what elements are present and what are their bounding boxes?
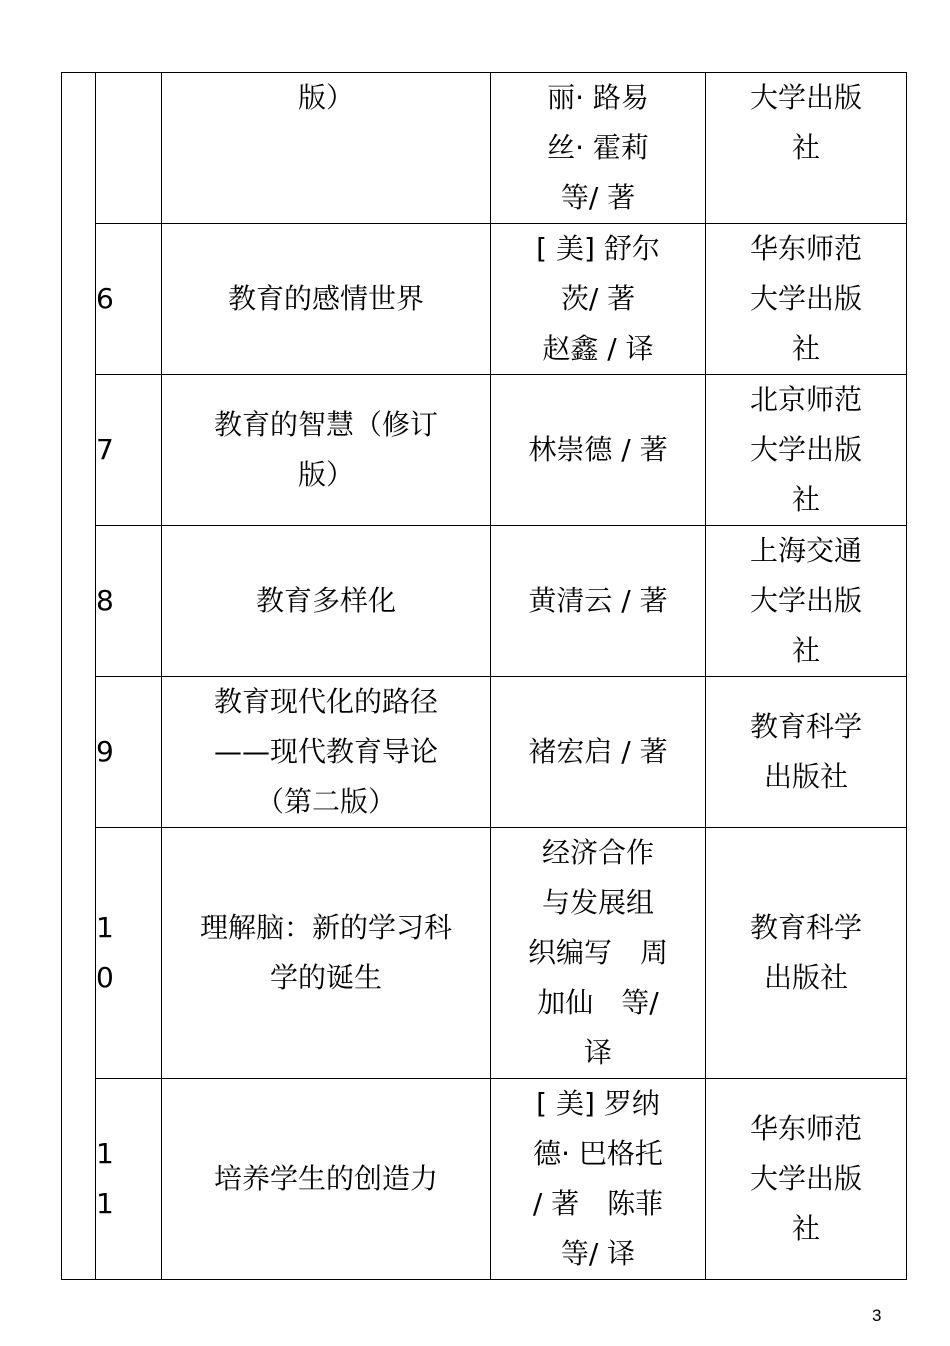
title-line: 版）	[297, 81, 354, 114]
publisher-line: 大学出版	[749, 433, 862, 466]
title-line: 教育现代化的路径	[213, 685, 438, 718]
publisher-line: 华东师范	[749, 1112, 862, 1145]
title-line: ——现代教育导论	[213, 735, 438, 768]
author-line: 丽· 路易	[547, 81, 649, 114]
author-cell	[491, 526, 706, 677]
author-line: 经济合作	[541, 836, 654, 869]
publisher-line: 大学出版	[749, 584, 862, 617]
publisher-line: 大学出版	[749, 1162, 862, 1195]
title-line: 版）	[297, 458, 354, 491]
title-cell	[162, 1079, 491, 1280]
author-line: 林崇德 / 著	[528, 433, 668, 466]
title-cell	[162, 73, 491, 224]
author-cell	[491, 828, 706, 1079]
title-line: 学的诞生	[269, 961, 382, 994]
number-line: 6	[96, 282, 114, 315]
title-cell	[162, 677, 491, 828]
number-line: 1	[96, 1187, 114, 1220]
author-line: 与发展组	[541, 886, 654, 919]
author-line: 丝· 霍莉	[547, 131, 649, 164]
publisher-line: 出版社	[763, 760, 848, 793]
publisher-cell	[706, 526, 907, 677]
author-line: 德· 巴格托	[533, 1137, 663, 1170]
publisher-cell	[706, 375, 907, 526]
number-cell	[96, 828, 162, 1079]
publisher-line: 大学出版	[749, 282, 862, 315]
author-line: / 著 陈菲	[532, 1187, 664, 1220]
publisher-cell	[706, 73, 907, 224]
author-line: 赵鑫 / 译	[542, 332, 654, 365]
table-row	[62, 526, 907, 677]
number-cell	[96, 375, 162, 526]
publisher-cell	[706, 1079, 907, 1280]
number-cell	[96, 224, 162, 375]
category-cell	[62, 73, 96, 1280]
number-cell	[96, 526, 162, 677]
title-cell	[162, 375, 491, 526]
title-line: 教育的智慧（修订	[213, 408, 438, 441]
author-line: 等/ 著	[560, 181, 636, 214]
title-cell	[162, 828, 491, 1079]
number-line: 1	[96, 911, 114, 944]
publisher-cell	[706, 677, 907, 828]
publisher-line: 社	[791, 131, 820, 164]
number-cell	[96, 1079, 162, 1280]
author-line: 织编写 周	[527, 936, 668, 969]
author-line: [ 美] 罗纳	[536, 1087, 660, 1120]
table-row	[62, 828, 907, 1079]
author-cell	[491, 677, 706, 828]
publisher-line: 社	[791, 634, 820, 667]
publisher-line: 大学出版	[749, 81, 862, 114]
publisher-line: 教育科学	[749, 911, 862, 944]
title-line: 教育多样化	[255, 584, 396, 617]
publisher-line: 社	[791, 483, 820, 516]
title-line: 理解脑：新的学习科	[199, 911, 452, 944]
author-cell	[491, 224, 706, 375]
title-line: 教育的感情世界	[227, 282, 424, 315]
number-line: 0	[96, 961, 114, 994]
table-row	[62, 1079, 907, 1280]
author-line: 等/ 译	[560, 1237, 636, 1270]
number-line: 8	[96, 584, 114, 617]
number-line: 7	[96, 433, 114, 466]
author-line: 译	[583, 1036, 612, 1069]
publisher-cell	[706, 224, 907, 375]
number-cell	[96, 73, 162, 224]
publisher-line: 上海交通	[749, 534, 862, 567]
publisher-cell	[706, 828, 907, 1079]
publisher-line: 华东师范	[749, 232, 862, 265]
publisher-line: 北京师范	[749, 383, 862, 416]
author-cell	[491, 1079, 706, 1280]
page-number: 3	[872, 1306, 882, 1325]
publisher-line: 社	[791, 1212, 820, 1245]
author-line: [ 美] 舒尔	[536, 232, 660, 265]
author-line: 黄清云 / 著	[528, 584, 668, 617]
author-cell	[491, 73, 706, 224]
author-line: 加仙 等/	[537, 986, 659, 1019]
publisher-line: 社	[791, 332, 820, 365]
title-line: （第二版）	[255, 785, 396, 818]
author-line: 褚宏启 / 著	[528, 735, 668, 768]
table-row	[62, 224, 907, 375]
table-row	[62, 375, 907, 526]
number-line: 9	[96, 735, 114, 768]
title-cell	[162, 526, 491, 677]
book-list-body	[62, 73, 907, 1280]
table-row	[62, 73, 907, 224]
number-line: 1	[96, 1137, 114, 1170]
publisher-line: 出版社	[763, 961, 848, 994]
author-cell	[491, 375, 706, 526]
book-list-table	[61, 72, 907, 1280]
title-cell	[162, 224, 491, 375]
author-line: 茨/ 著	[560, 282, 636, 315]
title-line: 培养学生的创造力	[213, 1162, 438, 1195]
publisher-line: 教育科学	[749, 710, 862, 743]
table-row	[62, 677, 907, 828]
number-cell	[96, 677, 162, 828]
